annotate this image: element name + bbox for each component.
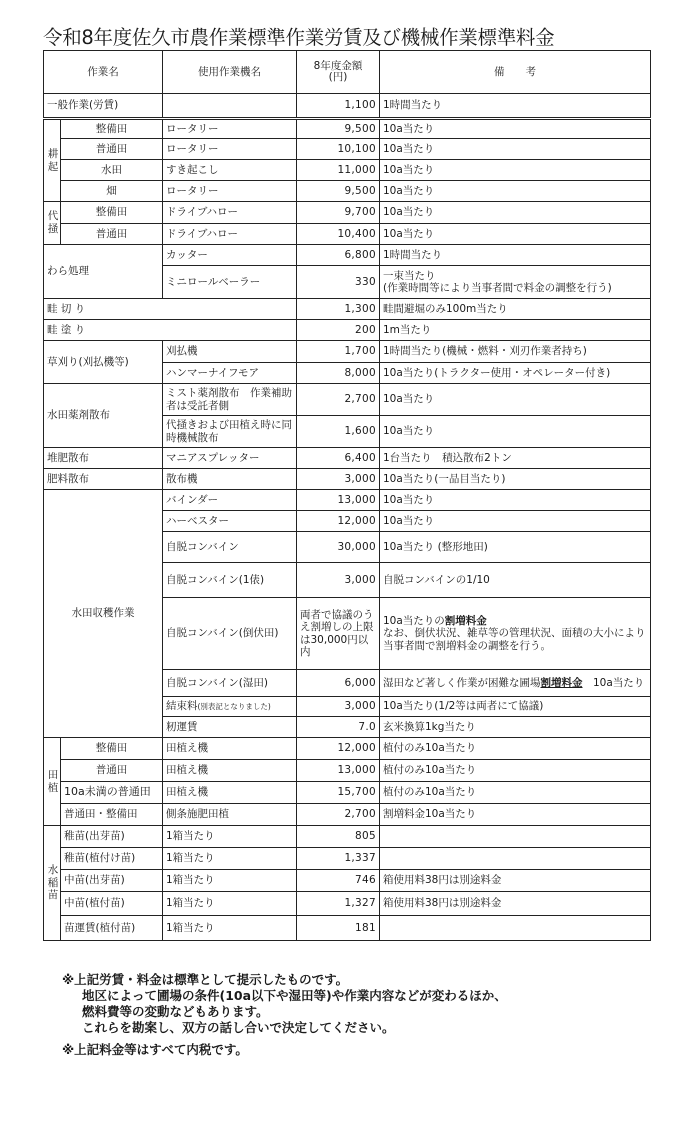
work-name: 整備田 bbox=[61, 202, 163, 224]
machine-name: 自脱コンバイン(倒伏田) bbox=[163, 598, 297, 670]
remarks: 1台当たり 積込散布2トン bbox=[380, 448, 651, 469]
machine-name: 1箱当たり bbox=[163, 892, 297, 916]
work-name: 普通田 bbox=[61, 760, 163, 782]
amount: 15,700 bbox=[297, 782, 380, 804]
amount: 9,500 bbox=[297, 119, 380, 139]
group-label-transplant bbox=[44, 738, 61, 826]
work-name: 普通田 bbox=[61, 224, 163, 245]
page-title: 令和8年度佐久市農作業標準作業労賃及び機械作業標準料金 bbox=[43, 26, 555, 49]
amount: 9,500 bbox=[297, 181, 380, 202]
footer-note: ※上記料金等はすべて内税です。 bbox=[62, 1042, 248, 1057]
remarks-emphasis: 割増料金 bbox=[540, 676, 583, 689]
machine-name: ハーベスター bbox=[163, 511, 297, 532]
remarks bbox=[380, 916, 651, 941]
machine-name: 自脱コンバイン(湿田) bbox=[163, 670, 297, 697]
machine-sub: (別表記となりました) bbox=[197, 702, 271, 712]
work-name: 普通田 bbox=[61, 139, 163, 160]
work-name: 稚苗(出芽苗) bbox=[61, 826, 163, 848]
table-row bbox=[44, 469, 651, 490]
table-row bbox=[44, 738, 651, 760]
footer-note: ※上記労賃・料金は標準として提示したものです。 bbox=[62, 972, 349, 987]
work-name: 10a未満の普通田 bbox=[61, 782, 163, 804]
work-name: 整備田 bbox=[61, 738, 163, 760]
table-row bbox=[44, 341, 651, 363]
group-label-text: 水稲苗 bbox=[47, 864, 59, 902]
remarks: 10a当たり bbox=[380, 224, 651, 245]
remarks: 10a当たり bbox=[380, 511, 651, 532]
amount: 3,000 bbox=[297, 697, 380, 717]
remarks: 植付のみ10a当たり bbox=[380, 738, 651, 760]
header-amount-line2: (円) bbox=[328, 71, 348, 83]
group-label-puddling bbox=[44, 202, 61, 245]
machine-name: 田植え機 bbox=[163, 760, 297, 782]
machine-name bbox=[163, 697, 297, 717]
header-work-name: 作業名 bbox=[44, 51, 163, 94]
footer-notes bbox=[62, 972, 507, 1058]
table-row bbox=[44, 870, 651, 892]
machine-name: 刈払機 bbox=[163, 341, 297, 363]
machine-name: 1箱当たり bbox=[163, 916, 297, 941]
machine-name: ロータリー bbox=[163, 181, 297, 202]
amount: 10,100 bbox=[297, 139, 380, 160]
machine-name: バインダー bbox=[163, 490, 297, 511]
work-name: 肥料散布 bbox=[44, 469, 163, 490]
header-remarks: 備 考 bbox=[380, 51, 651, 94]
amount: 3,000 bbox=[297, 563, 380, 598]
amount: 13,000 bbox=[297, 760, 380, 782]
machine-name: ハンマーナイフモア bbox=[163, 363, 297, 384]
remarks: 10a当たり bbox=[380, 490, 651, 511]
remarks bbox=[380, 826, 651, 848]
amount: 9,700 bbox=[297, 202, 380, 224]
header-machine-name: 使用作業機名 bbox=[163, 51, 297, 94]
table-row bbox=[44, 490, 651, 511]
machine-name: 1箱当たり bbox=[163, 870, 297, 892]
group-label-tillage bbox=[44, 119, 61, 202]
amount: 1,337 bbox=[297, 848, 380, 870]
amount: 11,000 bbox=[297, 160, 380, 181]
amount: 7.0 bbox=[297, 717, 380, 738]
group-label-text: 耕起 bbox=[47, 147, 59, 173]
amount: 1,327 bbox=[297, 892, 380, 916]
footer-note-line: 地区によって圃場の条件(10a以下や湿田等)や作業内容などが変わるほか、 bbox=[82, 988, 507, 1003]
remarks-text: 湿田など著しく作業が困難な圃場 bbox=[383, 676, 541, 689]
remarks: 10a当たり bbox=[380, 160, 651, 181]
table-row bbox=[44, 202, 651, 224]
amount: 30,000 bbox=[297, 532, 380, 563]
table-row bbox=[44, 892, 651, 916]
work-name: 畑 bbox=[61, 181, 163, 202]
table-row bbox=[44, 299, 651, 320]
table-row bbox=[44, 94, 651, 119]
remarks: 10a当たり bbox=[380, 416, 651, 448]
remarks-line: なお、倒伏状況、雑草等の管理状況、面積の大小により当事者間で割増料金の調整を行う。 bbox=[383, 627, 646, 652]
remarks-line: 一束当たり bbox=[383, 269, 436, 282]
machine-name: ドライブハロー bbox=[163, 224, 297, 245]
amount: 6,000 bbox=[297, 670, 380, 697]
table-row bbox=[44, 804, 651, 826]
work-name: 中苗(植付苗) bbox=[61, 892, 163, 916]
table-row bbox=[44, 760, 651, 782]
amount: 1,100 bbox=[297, 94, 380, 119]
amount: 2,700 bbox=[297, 384, 380, 416]
amount: 3,000 bbox=[297, 469, 380, 490]
remarks-text: 10a当たりの bbox=[383, 615, 445, 628]
work-name: 稚苗(植付け苗) bbox=[61, 848, 163, 870]
table-row bbox=[44, 139, 651, 160]
remarks bbox=[380, 266, 651, 299]
amount: 13,000 bbox=[297, 490, 380, 511]
machine-name: 側条施肥田植 bbox=[163, 804, 297, 826]
table-row bbox=[44, 181, 651, 202]
table-row bbox=[44, 826, 651, 848]
amount: 746 bbox=[297, 870, 380, 892]
work-name: わら処理 bbox=[44, 245, 163, 299]
footer-note-line: 燃料費等の変動などもあります。 bbox=[82, 1004, 269, 1019]
table-row bbox=[44, 245, 651, 266]
machine-name: マニアスプレッター bbox=[163, 448, 297, 469]
remarks: 10a当たり bbox=[380, 202, 651, 224]
amount: 1,700 bbox=[297, 341, 380, 363]
remarks: 割増料金10a当たり bbox=[380, 804, 651, 826]
remarks: 玄米換算1kg当たり bbox=[380, 717, 651, 738]
table-header bbox=[44, 51, 651, 94]
amount: 1,300 bbox=[297, 299, 380, 320]
remarks: 10a当たり(トラクター使用・オペレーター付き) bbox=[380, 363, 651, 384]
table-row bbox=[44, 448, 651, 469]
work-name: 苗運賃(植付苗) bbox=[61, 916, 163, 941]
amount: 1,600 bbox=[297, 416, 380, 448]
machine-name: ロータリー bbox=[163, 139, 297, 160]
work-name: 水田薬剤散布 bbox=[44, 384, 163, 448]
machine-name: 1箱当たり bbox=[163, 826, 297, 848]
header-amount-line1: 8年度金額 bbox=[313, 59, 363, 72]
remarks-text: 10a当たり bbox=[582, 676, 645, 689]
remarks: 10a当たり (整形地田) bbox=[380, 532, 651, 563]
table-row bbox=[44, 916, 651, 941]
table-row bbox=[44, 119, 651, 139]
table-row bbox=[44, 160, 651, 181]
amount: 8,000 bbox=[297, 363, 380, 384]
machine-name: ミスト薬剤散布 作業補助者は受託者側 bbox=[163, 384, 297, 416]
remarks: 10a当たり(1/2等は両者にて協議) bbox=[380, 697, 651, 717]
remarks-line: (作業時間等により当事者間で料金の調整を行う) bbox=[383, 282, 612, 294]
table-row bbox=[44, 224, 651, 245]
amount: 330 bbox=[297, 266, 380, 299]
remarks-line bbox=[383, 615, 647, 627]
machine-name: 田植え機 bbox=[163, 738, 297, 760]
amount-note: 両者で協議のうえ割増しの上限は30,000円以内 bbox=[297, 598, 380, 670]
amount: 805 bbox=[297, 826, 380, 848]
remarks bbox=[380, 848, 651, 870]
remarks: 畦間避堀のみ100m当たり bbox=[380, 299, 651, 320]
remarks: 1m当たり bbox=[380, 320, 651, 341]
work-name: 中苗(出芽苗) bbox=[61, 870, 163, 892]
table-row bbox=[44, 782, 651, 804]
footer-note-line: これらを勘案し、双方の話し合いで決定してください。 bbox=[82, 1020, 395, 1035]
table-row bbox=[44, 320, 651, 341]
remarks: 1時間当たり bbox=[380, 94, 651, 119]
amount: 12,000 bbox=[297, 738, 380, 760]
rate-table bbox=[43, 50, 651, 941]
machine-name: ドライブハロー bbox=[163, 202, 297, 224]
machine-name: ミニロールベーラー bbox=[163, 266, 297, 299]
remarks bbox=[380, 670, 651, 697]
remarks: 10a当たり bbox=[380, 181, 651, 202]
remarks: 植付のみ10a当たり bbox=[380, 760, 651, 782]
amount: 200 bbox=[297, 320, 380, 341]
remarks: 10a当たり bbox=[380, 384, 651, 416]
machine-name: 田植え機 bbox=[163, 782, 297, 804]
amount: 181 bbox=[297, 916, 380, 941]
amount: 6,400 bbox=[297, 448, 380, 469]
amount: 10,400 bbox=[297, 224, 380, 245]
remarks: 10a当たり bbox=[380, 139, 651, 160]
machine-name bbox=[163, 94, 297, 119]
header-amount bbox=[297, 51, 380, 94]
machine-name: ロータリー bbox=[163, 119, 297, 139]
machine-name: 籾運賃 bbox=[163, 717, 297, 738]
work-name: 畦 切 り bbox=[44, 299, 297, 320]
group-label-seedlings bbox=[44, 826, 61, 941]
remarks bbox=[380, 598, 651, 670]
work-name: 整備田 bbox=[61, 119, 163, 139]
work-name: 水田収穫作業 bbox=[44, 490, 163, 738]
amount: 2,700 bbox=[297, 804, 380, 826]
remarks: 自脱コンバインの1/10 bbox=[380, 563, 651, 598]
work-name: 水田 bbox=[61, 160, 163, 181]
group-label-text: 代掻 bbox=[47, 210, 59, 235]
remarks: 10a当たり(一品目当たり) bbox=[380, 469, 651, 490]
machine-name: 散布機 bbox=[163, 469, 297, 490]
machine-name: 代掻きおよび田植え時に同時機械散布 bbox=[163, 416, 297, 448]
group-label-text: 田植 bbox=[47, 768, 59, 794]
work-name: 畦 塗 り bbox=[44, 320, 297, 341]
work-name: 一般作業(労賃) bbox=[44, 94, 163, 119]
machine-main: 結束料 bbox=[166, 700, 198, 713]
machine-name: 自脱コンバイン(1俵) bbox=[163, 563, 297, 598]
amount: 12,000 bbox=[297, 511, 380, 532]
remarks: 1時間当たり bbox=[380, 245, 651, 266]
amount: 6,800 bbox=[297, 245, 380, 266]
table-row bbox=[44, 848, 651, 870]
remarks: 10a当たり bbox=[380, 119, 651, 139]
work-name: 堆肥散布 bbox=[44, 448, 163, 469]
remarks: 箱使用料38円は別途料金 bbox=[380, 892, 651, 916]
work-name: 普通田・整備田 bbox=[61, 804, 163, 826]
machine-name: 自脱コンバイン bbox=[163, 532, 297, 563]
machine-name: 1箱当たり bbox=[163, 848, 297, 870]
table-row bbox=[44, 384, 651, 416]
remarks-emphasis: 割増料金 bbox=[444, 615, 487, 628]
remarks: 植付のみ10a当たり bbox=[380, 782, 651, 804]
machine-name: すき起こし bbox=[163, 160, 297, 181]
remarks: 1時間当たり(機械・燃料・刈刃作業者持ち) bbox=[380, 341, 651, 363]
remarks: 箱使用料38円は別途料金 bbox=[380, 870, 651, 892]
work-name: 草刈り(刈払機等) bbox=[44, 341, 163, 384]
machine-name: カッター bbox=[163, 245, 297, 266]
